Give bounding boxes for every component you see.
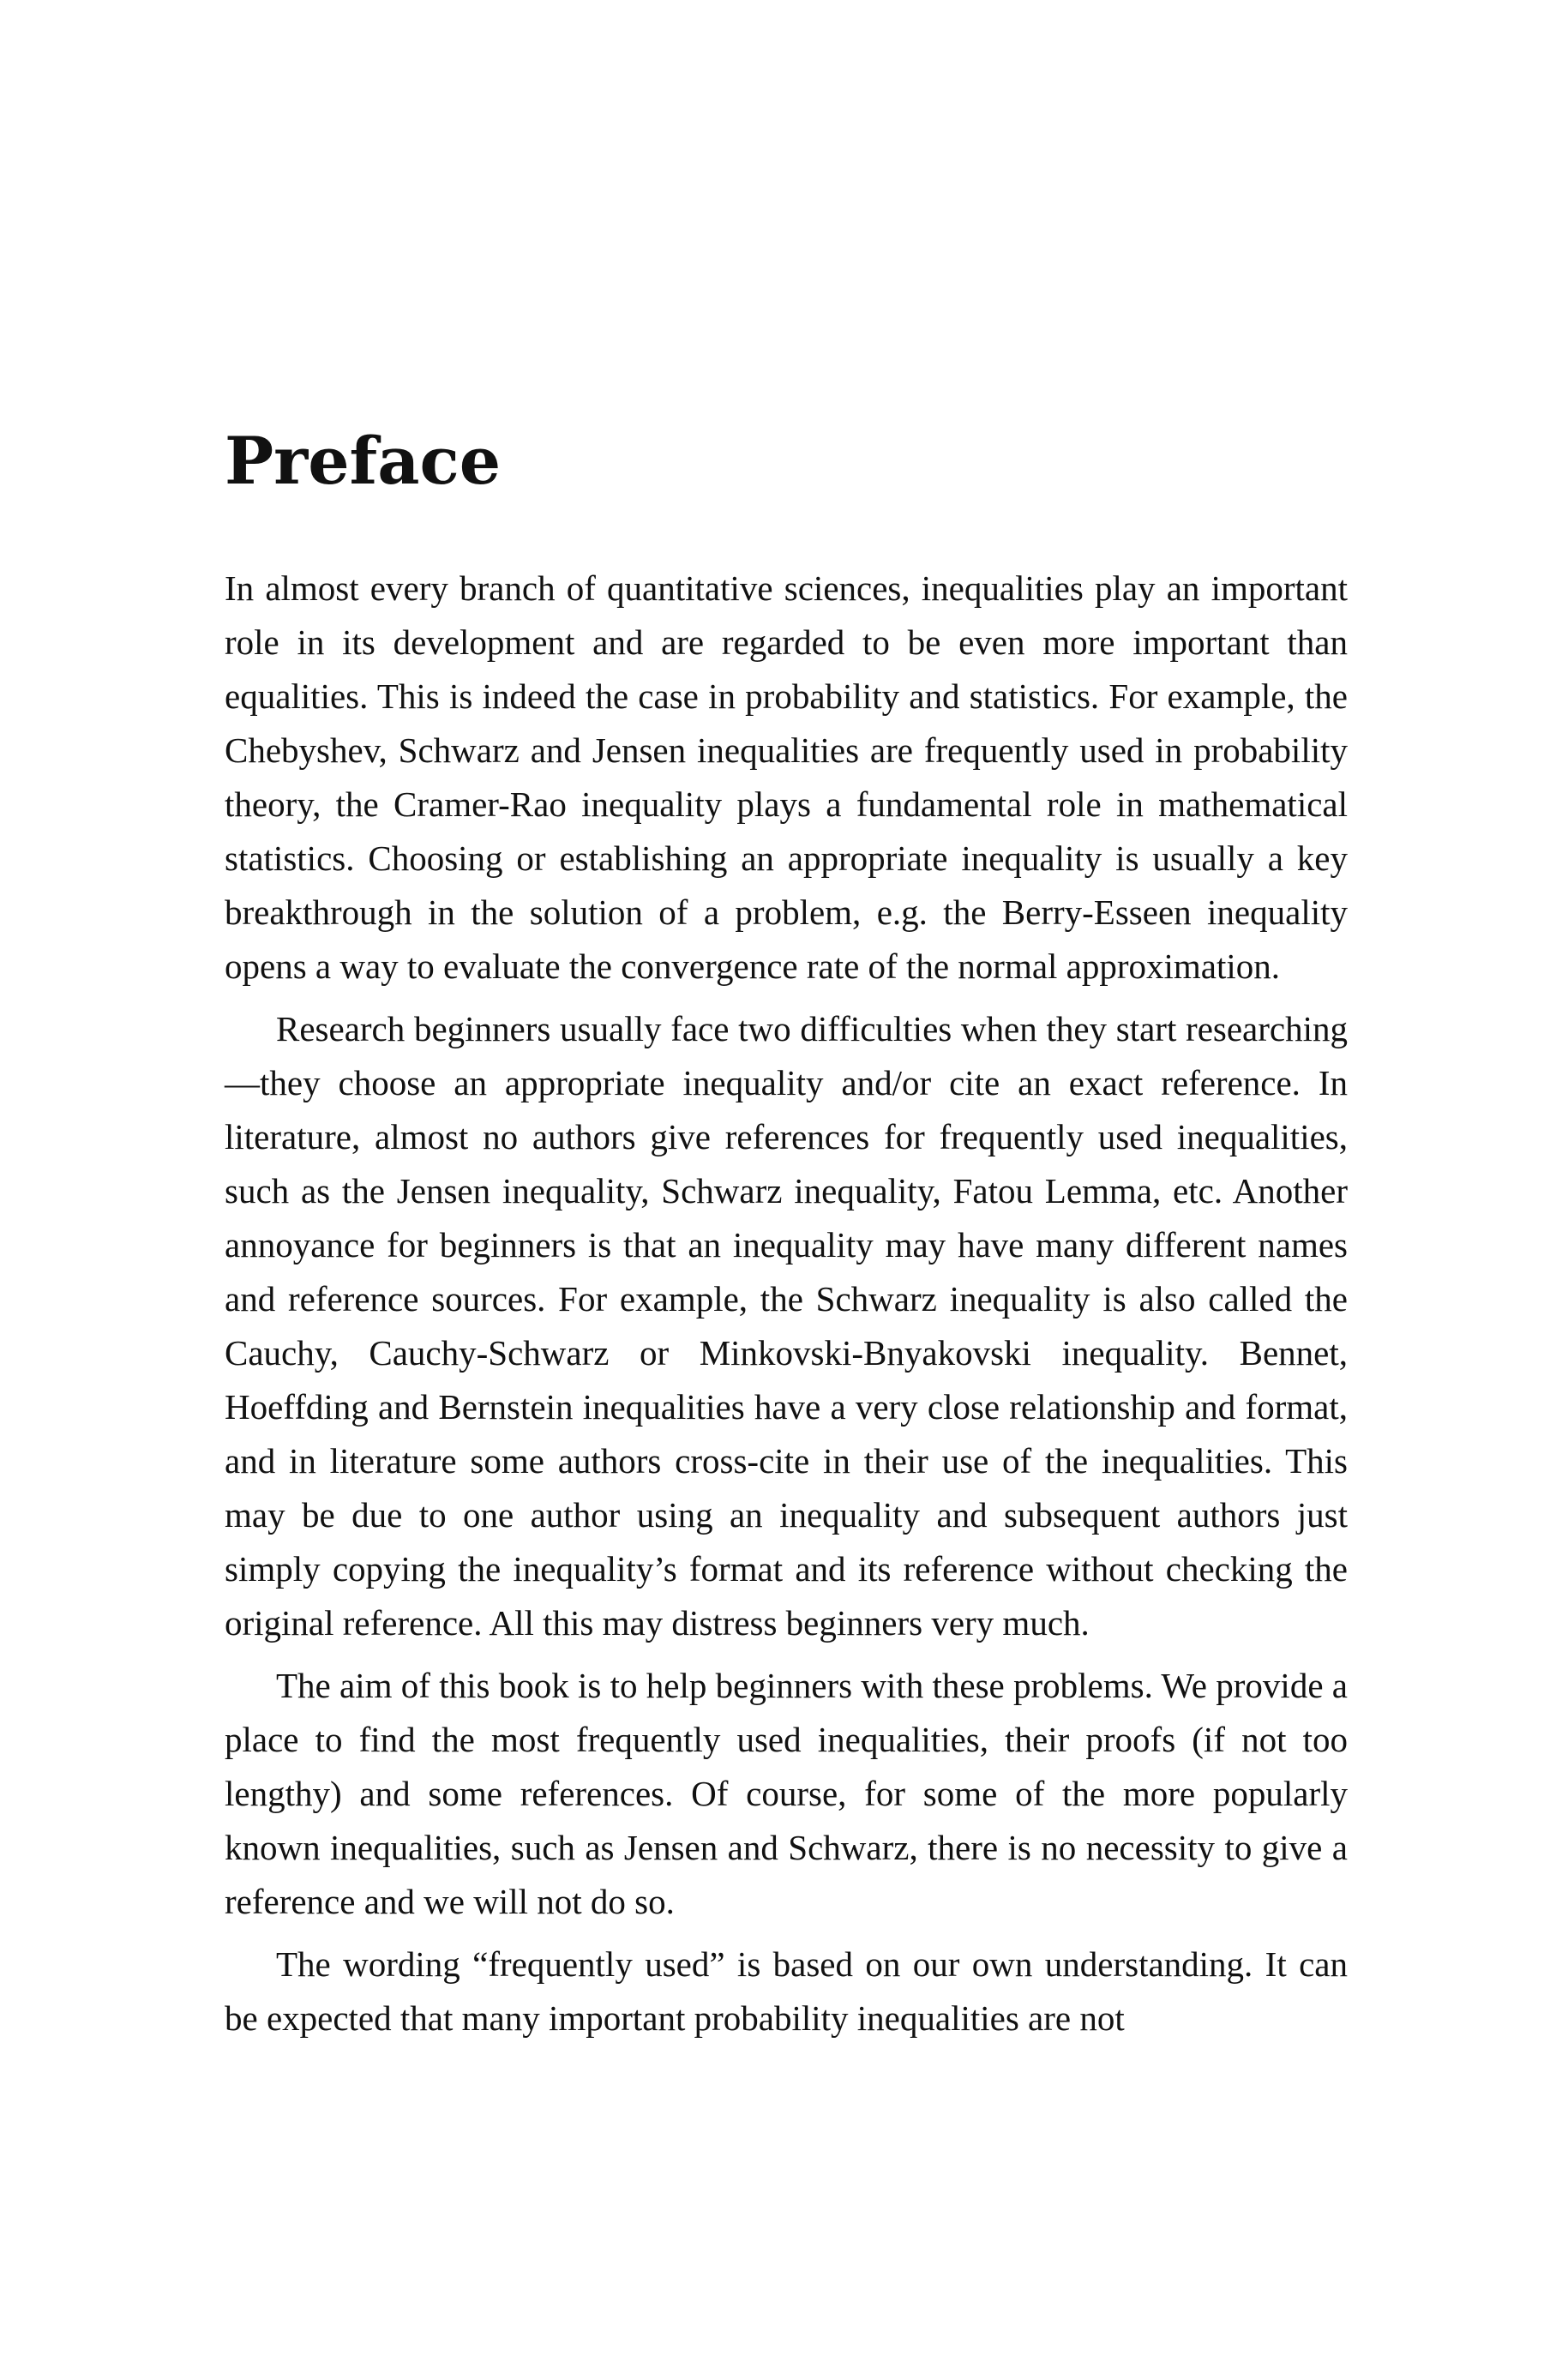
- page-title: Preface: [225, 423, 502, 499]
- body-text: [225, 562, 1348, 2046]
- paragraph-1: In almost every branch of quantitative sciences, inequalities play an important role in its development and are regarded to be even more important than equalities. This is indeed the case in probability and statistics. For example, the Chebyshev, Schwarz and Jensen inequalities are frequently used in probability theory, the Cramer-Rao inequality plays a fundamental role in mathematical statistics. Choosing or establishing an appropriate inequality is usually a key breakthrough in the solution of a problem, e.g. the Berry-Esseen inequality opens a way to evaluate the convergence rate of the normal approximation.: [225, 568, 1348, 986]
- paragraph-3: The aim of this book is to help beginners with these problems. We provide a place to find the most frequently used inequalities, their proofs (if not too lengthy) and some references. Of course, for some of the more popularly known inequalities, such as Jensen and Schwarz, there is no necessity to give a reference and we will not do so.: [225, 1666, 1348, 1921]
- paragraph-4: The wording “frequently used” is based on our own understanding. It can be expected that many important probability inequalities are not: [225, 1944, 1348, 2038]
- paragraph-2: Research beginners usually face two difficulties when they start researching—they choose an appropriate inequality and/or cite an exact reference. In literature, almost no authors give references for frequently used inequalities, such as the Jensen inequality, Schwarz inequality, Fatou Lemma, etc. Another annoyance for beginners is that an inequality may have many different names and reference sources. For example, the Schwarz inequality is also called the Cauchy, Cauchy-Schwarz or Minkovski-Bnyakovski inequality. Bennet, Hoeffding and Bernstein inequalities have a very close relationship and format, and in literature some authors cross-cite in their use of the inequalities. This may be due to one author using an inequality and subsequent authors just simply copying the inequality’s format and its reference without checking the original reference. All this may distress beginners very much.: [225, 1009, 1348, 1643]
